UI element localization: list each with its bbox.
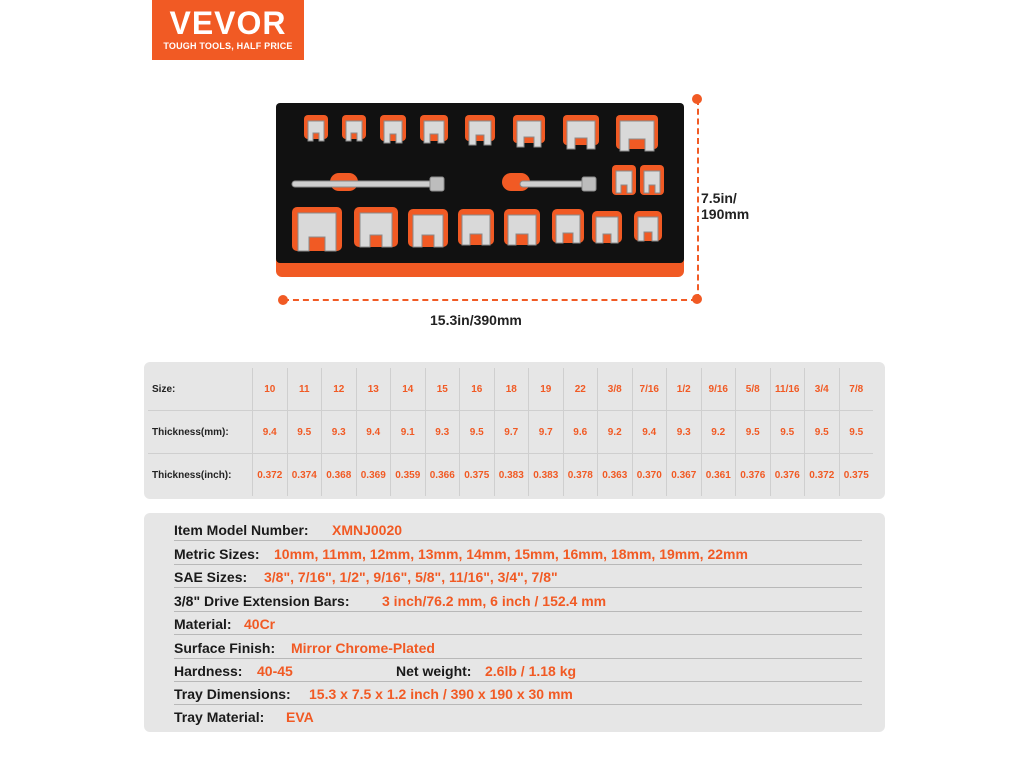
- thickness-mm-cell: 9.4: [632, 411, 667, 454]
- thickness-mm-cell: 9.2: [701, 411, 736, 454]
- thickness-inch-label: Thickness(inch):: [148, 454, 253, 497]
- thickness-mm-cell: 9.5: [839, 411, 873, 454]
- size-cell: 3/8: [598, 368, 633, 411]
- thickness-mm-cell: 9.7: [529, 411, 564, 454]
- size-cell: 11/16: [770, 368, 805, 411]
- size-cell: 13: [356, 368, 391, 411]
- size-row-label: Size:: [148, 368, 253, 411]
- size-cell: 15: [425, 368, 460, 411]
- size-cell: 7/16: [632, 368, 667, 411]
- logo-brand: VEVOR: [169, 5, 287, 41]
- size-cell: 11: [287, 368, 322, 411]
- spec-value: 2.6lb / 1.18 kg: [485, 663, 577, 679]
- spec-row-finish: [174, 636, 862, 659]
- width-dimension-line: [283, 299, 697, 301]
- height-dimension-line: [697, 99, 699, 300]
- spec-label: 3/8" Drive Extension Bars:: [174, 593, 350, 609]
- thickness-inch-cell: 0.375: [460, 454, 495, 497]
- spec-row-material: [174, 612, 862, 635]
- spec-row-metric: [174, 542, 862, 565]
- spec-label: Net weight:: [396, 663, 472, 679]
- spec-row-tray-material: [174, 705, 862, 727]
- thickness-inch-cell: 0.374: [287, 454, 322, 497]
- thickness-mm-cell: 9.5: [805, 411, 840, 454]
- spec-value: EVA: [286, 709, 314, 725]
- size-cell: 16: [460, 368, 495, 411]
- size-cell: 9/16: [701, 368, 736, 411]
- spec-value: 3/8", 7/16", 1/2", 9/16", 5/8", 11/16", 3/4", 7/8": [264, 569, 558, 585]
- thickness-mm-cell: 9.5: [287, 411, 322, 454]
- thickness-inch-cell: 0.363: [598, 454, 633, 497]
- thickness-inch-cell: 0.367: [667, 454, 702, 497]
- thickness-mm-cell: 9.6: [563, 411, 598, 454]
- thickness-mm-cell: 9.5: [736, 411, 771, 454]
- logo-tagline: TOUGH TOOLS, HALF PRICE: [163, 41, 293, 51]
- thickness-inch-cell: 0.372: [253, 454, 288, 497]
- height-dimension-dot-top: [692, 94, 702, 104]
- spec-label: Surface Finish:: [174, 640, 276, 656]
- spec-value: 3 inch/76.2 mm, 6 inch / 152.4 mm: [382, 593, 607, 609]
- thickness-mm-cell: 9.2: [598, 411, 633, 454]
- size-cell: 7/8: [839, 368, 873, 411]
- extension-bar-long: [292, 181, 442, 187]
- spec-label: Item Model Number:: [174, 522, 309, 538]
- spec-value: XMNJ0020: [332, 522, 403, 538]
- extension-bar-short: [520, 181, 590, 187]
- size-cell: 1/2: [667, 368, 702, 411]
- size-cell: 10: [253, 368, 288, 411]
- size-cell: 3/4: [805, 368, 840, 411]
- size-cell: 22: [563, 368, 598, 411]
- spec-row-model: [174, 518, 862, 541]
- size-cell: 5/8: [736, 368, 771, 411]
- spec-row-extension: [174, 589, 862, 612]
- spec-row-tray-dimensions: [174, 682, 862, 705]
- thickness-inch-row: [148, 454, 873, 497]
- spec-value: 40Cr: [244, 616, 276, 632]
- spec-value: Mirror Chrome-Plated: [291, 640, 435, 656]
- size-row: [148, 368, 873, 411]
- thickness-mm-cell: 9.7: [494, 411, 529, 454]
- thickness-inch-cell: 0.366: [425, 454, 460, 497]
- spec-label: Tray Material:: [174, 709, 265, 725]
- spec-value: 10mm, 11mm, 12mm, 13mm, 14mm, 15mm, 16mm, 18mm, 19mm, 22mm: [274, 546, 748, 562]
- thickness-inch-cell: 0.368: [322, 454, 357, 497]
- size-cell: 18: [494, 368, 529, 411]
- thickness-mm-cell: 9.1: [391, 411, 426, 454]
- size-cell: 14: [391, 368, 426, 411]
- width-dimension-dot-left: [278, 295, 288, 305]
- thickness-inch-cell: 0.361: [701, 454, 736, 497]
- thickness-inch-cell: 0.372: [805, 454, 840, 497]
- wrench-tray-image: [270, 95, 690, 285]
- spec-label: Hardness:: [174, 663, 243, 679]
- thickness-inch-cell: 0.383: [494, 454, 529, 497]
- thickness-mm-cell: 9.5: [460, 411, 495, 454]
- spec-value: 40-45: [257, 663, 293, 679]
- thickness-inch-cell: 0.375: [839, 454, 873, 497]
- thickness-mm-cell: 9.5: [770, 411, 805, 454]
- size-cell: 12: [322, 368, 357, 411]
- width-dimension-label: 15.3in/390mm: [430, 312, 522, 328]
- spec-label: Material:: [174, 616, 232, 632]
- size-table: [148, 368, 873, 496]
- thickness-inch-cell: 0.378: [563, 454, 598, 497]
- thickness-inch-cell: 0.376: [736, 454, 771, 497]
- thickness-inch-cell: 0.370: [632, 454, 667, 497]
- height-dimension-label: 7.5in/ 190mm: [701, 190, 750, 222]
- spec-row-sae: [174, 565, 862, 588]
- thickness-inch-cell: 0.383: [529, 454, 564, 497]
- thickness-inch-cell: 0.359: [391, 454, 426, 497]
- thickness-mm-cell: 9.3: [425, 411, 460, 454]
- thickness-mm-cell: 9.3: [322, 411, 357, 454]
- thickness-inch-cell: 0.369: [356, 454, 391, 497]
- thickness-mm-cell: 9.4: [356, 411, 391, 454]
- spec-row-hardness-weight: [174, 659, 862, 682]
- size-cell: 19: [529, 368, 564, 411]
- spec-label: Metric Sizes:: [174, 546, 260, 562]
- thickness-mm-cell: 9.3: [667, 411, 702, 454]
- spec-label: Tray Dimensions:: [174, 686, 291, 702]
- spec-value: 15.3 x 7.5 x 1.2 inch / 390 x 190 x 30 mm: [309, 686, 573, 702]
- thickness-mm-label: Thickness(mm):: [148, 411, 253, 454]
- thickness-inch-cell: 0.376: [770, 454, 805, 497]
- spec-label: SAE Sizes:: [174, 569, 248, 585]
- vevor-logo: [152, 0, 304, 60]
- thickness-mm-cell: 9.4: [253, 411, 288, 454]
- thickness-mm-row: [148, 411, 873, 454]
